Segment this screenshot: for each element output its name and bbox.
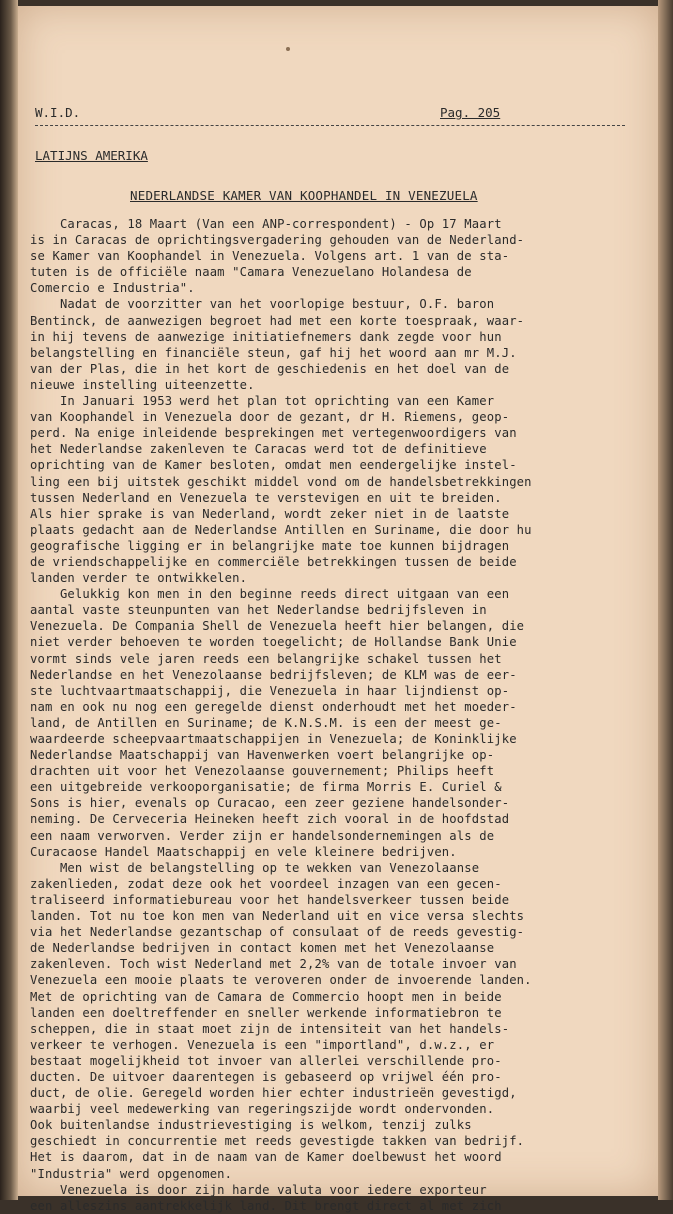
text-line: Bentinck, de aanwezigen begroet had met een korte toespraak, waar-: [30, 313, 525, 328]
text-line: is in Caracas de oprichtingsvergadering gehouden van de Nederland-: [30, 233, 525, 248]
text-line: ducten. De uitvoer daarentegen is gebaseerd op vrijwel één pro-: [30, 1069, 502, 1084]
text-line: drachten uit voor het Venezolaanse gouvernement; Philips heeft: [30, 764, 495, 779]
text-line: "Industria" werd opgenomen.: [30, 1166, 233, 1181]
text-line: in hij tevens de aanwezige initiatiefnemers dank zegde voor hun: [30, 329, 502, 344]
section-heading: LATIJNS AMERIKA: [35, 148, 148, 163]
text-line: land, de Antillen en Suriname; de K.N.S.M. is een der meest ge-: [30, 715, 502, 730]
text-line: landen een doeltreffender en sneller werkende informatiebron te: [30, 1005, 502, 1020]
text-line: het Nederlandse zakenleven te Caracas werd tot de definitieve: [30, 442, 487, 457]
text-line: geografische ligging er in belangrijke mate toe kunnen bijdragen: [30, 538, 510, 553]
binding-edge-right: [658, 0, 673, 1200]
text-line: belangstelling en financiële steun, gaf hij het woord aan mr M.J.: [30, 345, 517, 360]
text-line: verkeer te verhogen. Venezuela is een "importland", d.w.z., er: [30, 1037, 495, 1052]
text-line: Curacaose Handel Maatschappij en vele kleinere bedrijven.: [30, 844, 457, 859]
text-line: Caracas, 18 Maart (Van een ANP-correspondent) - Op 17 Maart: [30, 217, 502, 231]
page-header: [35, 105, 625, 126]
text-line: bestaat mogelijkheid tot invoer van allerlei verschillende pro-: [30, 1053, 502, 1068]
text-line: zakenleven. Toch wist Nederland met 2,2% van de totale invoer van: [30, 957, 517, 972]
text-line: se Kamer van Koophandel in Venezuela. Volgens art. 1 van de sta-: [30, 249, 510, 264]
text-line: een naam verworven. Verder zijn er handelsondernemingen als de: [30, 828, 495, 843]
text-line: van Koophandel in Venezuela door de gezant, dr H. Riemens, geop-: [30, 410, 510, 425]
text-line: perd. Na enige inleidende besprekingen met vertegenwoordigers van: [30, 426, 517, 441]
text-line: Gelukkig kon men in den beginne reeds direct uitgaan van een: [30, 587, 510, 602]
text-line: Nederlandse en het Venezolaanse bedrijfsleven; de KLM was de eer-: [30, 667, 517, 682]
text-line: van der Plas, die in het kort de geschiedenis en het doel van de: [30, 361, 510, 376]
text-line: ste luchtvaartmaatschappij, die Venezuela in haar lijndienst op-: [30, 683, 510, 698]
text-line: via het Nederlandse gezantschap of consulaat of de reeds gevestig-: [30, 925, 525, 940]
text-line: vormt sinds vele jaren reeds een belangrijke schakel tussen het: [30, 651, 502, 666]
text-line: Met de oprichting van de Camara de Commercio hoopt men in beide: [30, 989, 502, 1004]
text-line: de vriendschappelijke en commerciële betrekkingen tussen de beide: [30, 554, 517, 569]
header-publication: W.I.D.: [35, 105, 81, 120]
text-line: Sons is hier, evenals op Curacao, een zeer geziene handelsonder-: [30, 796, 510, 811]
text-line: Venezuela. De Compania Shell de Venezuela heeft hier belangen, die: [30, 619, 525, 634]
text-line: waardeerde scheepvaartmaatschappijen in Venezuela; de Koninklijke: [30, 732, 517, 746]
punch-mark: [286, 47, 290, 51]
text-line: aantal vaste steunpunten van het Nederlandse bedrijfsleven in: [30, 603, 487, 618]
text-line: nieuwe instelling uiteenzette.: [30, 377, 255, 392]
text-line: landen verder te ontwikkelen.: [30, 571, 248, 586]
text-line: de Nederlandse bedrijven in contact komen met het Venezolaanse: [30, 941, 495, 956]
header-page-number: Pag. 205: [440, 105, 501, 120]
text-line: zakenlieden, zodat deze ook het voordeel inzagen van een gecen-: [30, 876, 502, 891]
text-line: Nederlandse Maatschappij van Havenwerken voert belangrijke op-: [30, 748, 495, 763]
text-line: nam en ook nu nog een geregelde dienst onderhoudt met het moeder-: [30, 699, 517, 714]
article-body: [30, 216, 645, 1214]
article-title: NEDERLANDSE KAMER VAN KOOPHANDEL IN VENEZUELA: [130, 188, 478, 203]
text-line: Het is daarom, dat in de naam van de Kamer doelbewust het woord: [30, 1150, 502, 1165]
text-line: traliseerd informatiebureau voor het handelsverkeer tussen beide: [30, 892, 510, 907]
text-line: Men wist de belangstelling op te wekken van Venezolaanse: [30, 860, 480, 875]
text-line: duct, de olie. Geregeld worden hier echter industrieën gevestigd,: [30, 1086, 517, 1101]
text-line: tussen Nederland en Venezuela te verstevigen en uit te breiden.: [30, 490, 502, 505]
text-line: In Januari 1953 werd het plan tot oprichting van een Kamer: [30, 394, 495, 409]
text-line: Venezuela is door zijn harde valuta voor iedere exporteur: [30, 1182, 487, 1197]
text-line: plaats gedacht aan de Nederlandse Antillen en Suriname, die door hu: [30, 522, 532, 537]
text-line: Nadat de voorzitter van het voorlopige bestuur, O.F. baron: [30, 297, 495, 312]
text-line: landen. Tot nu toe kon men van Nederland uit en vice versa slechts: [30, 909, 525, 924]
text-line: Ook buitenlandse industrievestiging is welkom, tenzij zulks: [30, 1118, 472, 1133]
text-line: tuten is de officiële naam "Camara Venezuelano Holandesa de: [30, 265, 472, 280]
binding-edge-left: [0, 0, 18, 1200]
text-line: geschiedt in concurrentie met reeds gevestigde takken van bedrijf.: [30, 1134, 525, 1149]
text-line: een alleszins aantrekkelijk land. Dit brengt direct al met zich: [30, 1198, 502, 1213]
text-line: Als hier sprake is van Nederland, wordt zeker niet in de laatste: [30, 506, 510, 521]
text-line: een uitgebreide verkooporganisatie; de firma Morris E. Curiel &: [30, 780, 502, 795]
text-line: ling een bij uitstek geschikt middel vond om de handelsbetrekkingen: [30, 474, 532, 489]
text-line: scheppen, die in staat moet zijn de intensiteit van het handels-: [30, 1021, 510, 1036]
text-line: niet verder behoeven te worden toegelicht; de Hollandse Bank Unie: [30, 635, 517, 650]
text-line: Venezuela een mooie plaats te veroveren onder de invoerende landen.: [30, 973, 532, 988]
text-line: oprichting van de Kamer besloten, omdat men eendergelijke instel-: [30, 458, 517, 473]
text-line: Comercio e Industria".: [30, 281, 195, 296]
text-line: waarbij veel medewerking van regeringszijde wordt ondervonden.: [30, 1102, 495, 1117]
text-line: neming. De Cerveceria Heineken heeft zich vooral in de hoofdstad: [30, 812, 510, 827]
